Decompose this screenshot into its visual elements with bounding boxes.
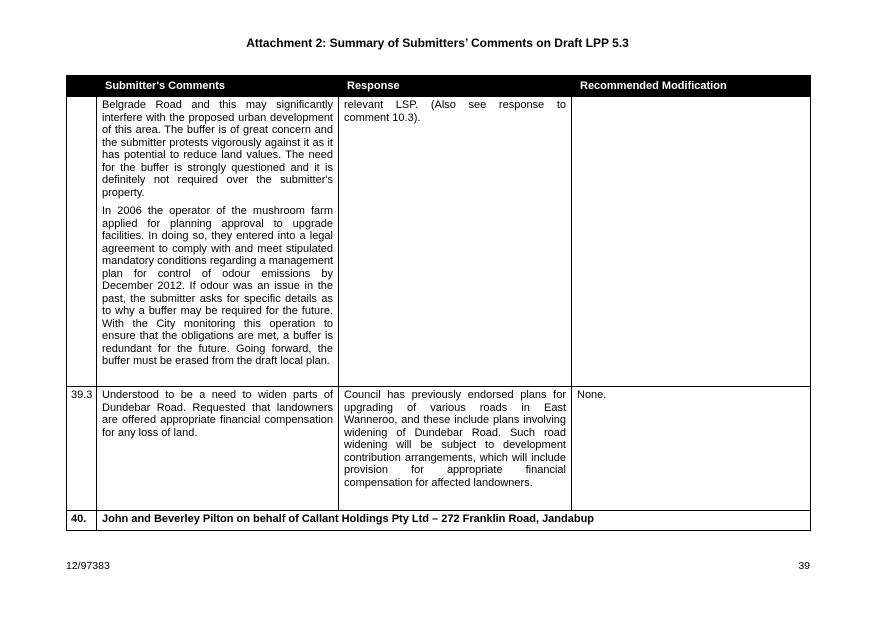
comments-paragraph: Belgrade Road and this may significantly interfere with the proposed urban development of this area. The buffer is of great concern and the submitter protests vigorously against it as it has potential to reduce land values. The need for the buffer is strongly questioned and it is definitely not required over the submitter's property. bbox=[102, 99, 333, 199]
document-reference: 12/97383 bbox=[66, 560, 110, 572]
table-row-submitter-heading bbox=[67, 511, 811, 531]
header-number bbox=[67, 76, 97, 97]
response-paragraph: Council has previously endorsed plans for upgrading of various roads in East Wanneroo, and these include plans involving widening of Dundebar Road. Such road widening will be subject to development contribution arrangements, which will include provision for appropriate financial compensation for affected landowners. bbox=[344, 389, 566, 489]
row-number-cell: 39.3 bbox=[67, 387, 97, 511]
row-number-cell bbox=[67, 97, 97, 387]
comments-cell bbox=[97, 97, 339, 387]
modification-text: None. bbox=[577, 389, 607, 401]
header-submitters-comments: Submitter's Comments bbox=[97, 76, 339, 97]
table-row bbox=[67, 387, 811, 511]
response-cell bbox=[339, 97, 572, 387]
modification-cell bbox=[572, 97, 811, 387]
header-recommended-modification: Recommended Modification bbox=[572, 76, 811, 97]
header-response: Response bbox=[339, 76, 572, 97]
page-number: 39 bbox=[798, 560, 810, 572]
page-title: Attachment 2: Summary of Submitters’ Comments on Draft LPP 5.3 bbox=[246, 36, 629, 50]
submitters-comments-table bbox=[66, 75, 811, 531]
modification-cell bbox=[572, 387, 811, 511]
page-footer bbox=[66, 560, 810, 572]
comments-paragraph: Understood to be a need to widen parts of Dundebar Road. Requested that landowners are offered appropriate financial compensation for any loss of land. bbox=[102, 389, 333, 439]
comments-cell bbox=[97, 387, 339, 511]
table-row bbox=[67, 97, 811, 387]
table-header bbox=[67, 76, 811, 97]
submitter-name-cell: John and Beverley Pilton on behalf of Callant Holdings Pty Ltd – 272 Franklin Road, Jandabup bbox=[97, 511, 811, 531]
response-cell bbox=[339, 387, 572, 511]
row-number-cell: 40. bbox=[67, 511, 97, 531]
response-paragraph: relevant LSP. (Also see response to comment 10.3). bbox=[344, 99, 566, 124]
comments-paragraph: In 2006 the operator of the mushroom farm applied for planning approval to upgrade facilities. In doing so, they entered into a legal agreement to comply with and meet stipulated mandatory conditions regarding a management plan for control of odour emissions by December 2012. If odour was an issue in the past, the submitter asks for specific details as to why a buffer may be required for the future. With the City monitoring this operation to ensure that the obligations are met, a buffer is redundant for the future. Going forward, the buffer must be erased from the draft local plan. bbox=[102, 205, 333, 367]
